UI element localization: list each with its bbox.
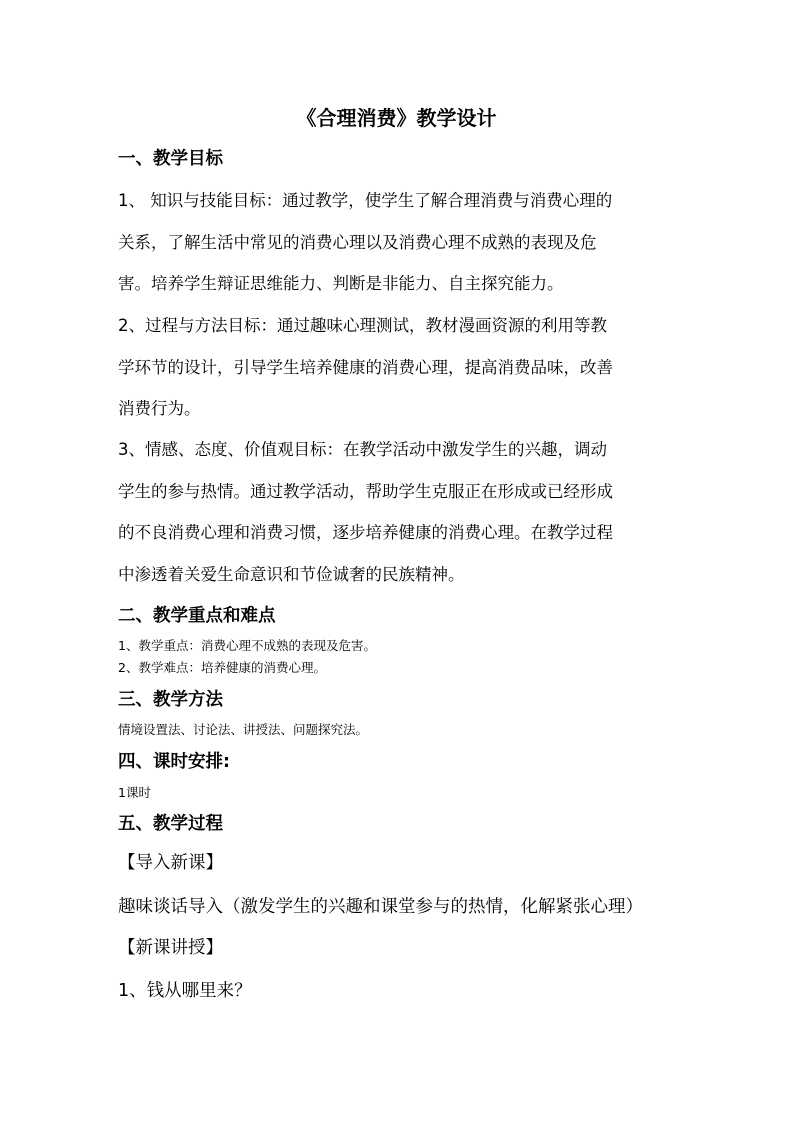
goal-emotion-attitude-values — [118, 429, 678, 595]
section-heading-teaching-process: 五、教学过程 — [118, 814, 223, 834]
class-hours-text: 1课时 — [118, 785, 151, 800]
goal-knowledge-skills — [118, 180, 678, 305]
section-heading-teaching-methods: 三、教学方法 — [118, 690, 223, 710]
teaching-methods-text: 情境设置法、讨论法、讲授法、问题探究法。 — [118, 722, 369, 737]
intro-label: 【导入新课】 — [118, 853, 223, 873]
section-heading-class-hours: 四、课时安排: — [118, 752, 230, 772]
section-heading-key-points: 二、教学重点和难点 — [118, 606, 276, 626]
paragraph-line: 学生的参与热情。通过教学活动，帮助学生克服正在形成或已经形成 — [118, 481, 613, 501]
paragraph-line: 关系，了解生活中常见的消费心理以及消费心理不成熟的表现及危 — [118, 232, 597, 252]
paragraph-line: 消费行为。 — [118, 399, 201, 418]
goal-process-methods — [118, 305, 678, 430]
intro-text: 趣味谈话导入（激发学生的兴趣和课堂参与的热情，化解紧张心理） — [118, 897, 643, 917]
section-heading-teaching-goals: 一、教学目标 — [118, 149, 223, 169]
paragraph-line: 学环节的设计，引导学生培养健康的消费心理，提高消费品味，改善 — [118, 357, 613, 377]
document-title: 《合理消费》教学设计 — [296, 106, 497, 130]
paragraph-line: 的不良消费心理和消费习惯，逐步培养健康的消费心理。在教学过程 — [118, 523, 613, 542]
question-one: 1、钱从哪里来？ — [118, 981, 252, 1001]
key-point-text: 1、教学重点：消费心理不成熟的表现及危害。 — [118, 638, 376, 653]
paragraph-line: 害。培养学生辩证思维能力、判断是非能力、自主探究能力。 — [118, 274, 564, 293]
paragraph-line: 2、过程与方法目标：通过趣味心理测试，教材漫画资源的利用等教 — [118, 316, 607, 335]
paragraph-line: 1、 知识与技能目标：通过教学，使学生了解合理消费与消费心理的 — [118, 191, 613, 210]
paragraph-line: 3、情感、态度、价值观目标：在教学活动中激发学生的兴趣，调动 — [118, 440, 607, 459]
new-lesson-label: 【新课讲授】 — [118, 938, 223, 958]
difficult-point-text: 2、教学难点：培养健康的消费心理。 — [118, 660, 326, 675]
paragraph-line: 中渗透着关爱生命意识和节俭诚奢的民族精神。 — [118, 564, 465, 584]
